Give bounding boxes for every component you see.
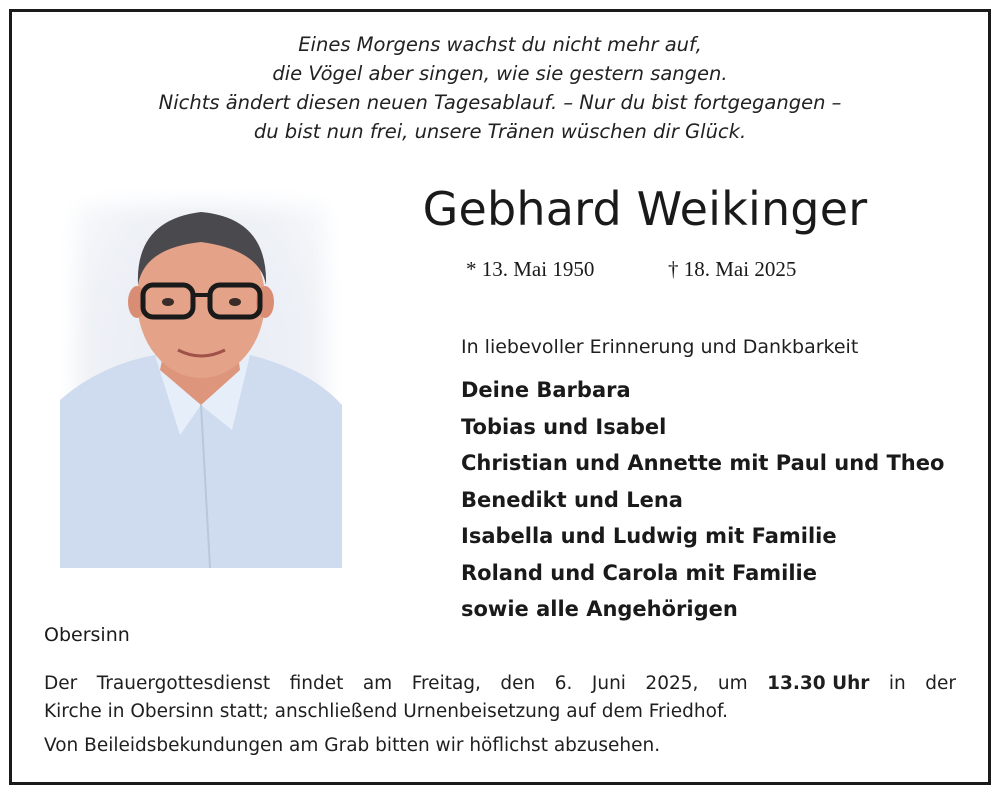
mourners-list bbox=[461, 372, 944, 628]
deceased-name: Gebhard Weikinger bbox=[422, 182, 868, 236]
eye-right bbox=[229, 298, 241, 306]
list-item: Benedikt und Lena bbox=[461, 487, 683, 512]
list-item: sowie alle Angehörigen bbox=[461, 597, 738, 621]
service-time: 13.30 Uhr bbox=[767, 673, 870, 694]
poem bbox=[60, 30, 940, 146]
poem-line: Eines Morgens wachst du nicht mehr auf, bbox=[298, 33, 702, 56]
notice-word: der bbox=[925, 673, 956, 694]
notice-word: 2025, bbox=[645, 673, 699, 694]
list-item: Tobias und Isabel bbox=[461, 414, 667, 439]
dedication-text: In liebevoller Erinnerung und Dankbarkeit bbox=[461, 336, 859, 358]
notice-word: Trauergottesdienst bbox=[96, 673, 271, 694]
birth-date: * 13. Mai 1950 bbox=[466, 257, 595, 281]
death-date: † 18. Mai 2025 bbox=[668, 257, 797, 281]
list-item: Deine Barbara bbox=[461, 378, 631, 402]
funeral-notice bbox=[44, 670, 956, 760]
portrait-photo-icon bbox=[60, 190, 342, 568]
notice-word: Freitag, bbox=[411, 673, 481, 694]
notice-line-3: Von Beileidsbekundungen am Grab bitten wir höflichst abzusehen. bbox=[44, 735, 661, 756]
list-item: Roland und Carola mit Familie bbox=[461, 560, 817, 585]
notice-word: Der bbox=[44, 673, 78, 694]
poem-line: du bist nun frei, unsere Tränen wüschen dir Glück. bbox=[253, 120, 747, 143]
notice-word: den bbox=[500, 673, 536, 694]
portrait-photo bbox=[60, 190, 342, 568]
notice-word: Juni bbox=[591, 673, 626, 694]
eye-left bbox=[162, 298, 174, 306]
notice-word: am bbox=[362, 673, 393, 694]
notice-word: um bbox=[717, 673, 748, 694]
notice-line-1 bbox=[44, 670, 956, 698]
notice-word: 6. bbox=[554, 673, 573, 694]
place-name: Obersinn bbox=[44, 624, 130, 646]
list-item: Christian und Annette mit Paul und Theo bbox=[461, 451, 945, 475]
poem-line: die Vögel aber singen, wie sie gestern sangen. bbox=[272, 62, 728, 85]
poem-line: Nichts ändert diesen neuen Tagesablauf. – Nur du bist fortgegangen – bbox=[158, 91, 842, 114]
notice-line-2: Kirche in Obersinn statt; anschließend Urnenbeisetzung auf dem Friedhof. bbox=[44, 701, 728, 722]
notice-word: findet bbox=[289, 673, 344, 694]
notice-word: in bbox=[888, 673, 906, 694]
list-item: Isabella und Ludwig mit Familie bbox=[461, 524, 837, 548]
